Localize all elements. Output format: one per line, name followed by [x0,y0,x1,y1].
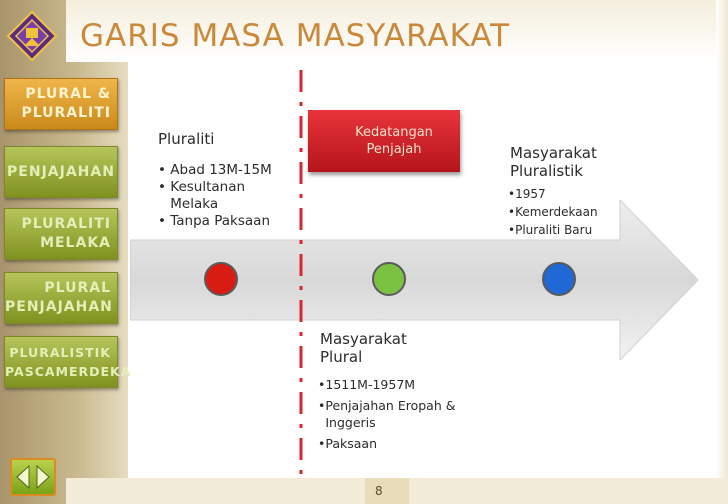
pluralistik-list [508,186,628,238]
masyarakat-pluralistik-heading-2: Pluralistik [510,162,583,180]
masyarakat-pluralistik-heading-1: Masyarakat [510,144,597,162]
nav-pluralistik-pascamerdeka[interactable] [4,336,132,388]
university-logo [6,10,58,62]
list-item: • Pluraliti Baru [508,223,593,237]
nav-label: PLURALITI [21,216,111,232]
marker-plural [372,262,406,296]
list-item: • Tanpa Paksaan [158,213,270,229]
list-item: • Abad 13M-15M [158,162,272,178]
nav-label: PASCAMERDEKA [5,364,132,379]
list-item: • 1957 [508,187,546,201]
left-right-arrows-icon [12,460,54,494]
nav-label: PLURAL & [25,86,111,102]
marker-pluraliti [204,262,238,296]
box-label: Kedatangan Penjajah [355,125,433,157]
nav-label: PLURAL [44,280,111,296]
nav-penjajahan[interactable] [4,146,118,198]
marker-pluralistik [542,262,576,296]
divider-dashed-line [299,70,303,478]
nav-label: PENJAJAHAN [7,164,115,180]
list-item: • 1511M-1957M [318,377,416,392]
list-item: • Kesultanan Melaka [158,179,246,212]
page-number: 8 [365,478,409,504]
masyarakat-plural-heading-1: Masyarakat [320,330,407,348]
slide-title: GARIS MASA MASYARAKAT [80,18,511,54]
right-edge [716,0,728,504]
nav-label: MELAKA [40,235,111,251]
list-item: • Penjajahan Eropah & Inggeris [318,398,456,430]
prev-next-control[interactable] [10,458,56,496]
nav-plural-penjajahan[interactable] [4,272,118,324]
list-item: • Kemerdekaan [508,205,598,219]
nav-label: PLURALISTIK [9,345,111,360]
pluraliti-heading: Pluraliti [158,130,215,148]
nav-label: PLURALITI [21,105,111,121]
plural-list [318,376,468,452]
kedatangan-penjajah-box [308,110,460,172]
nav-label: PENJAJAHAN [5,299,113,315]
nav-pluraliti-melaka[interactable] [4,208,118,260]
list-item: • Paksaan [318,436,378,451]
nav-plural-pluraliti[interactable] [4,78,118,130]
masyarakat-plural-heading-2: Plural [320,348,363,366]
pluraliti-list [158,162,288,230]
